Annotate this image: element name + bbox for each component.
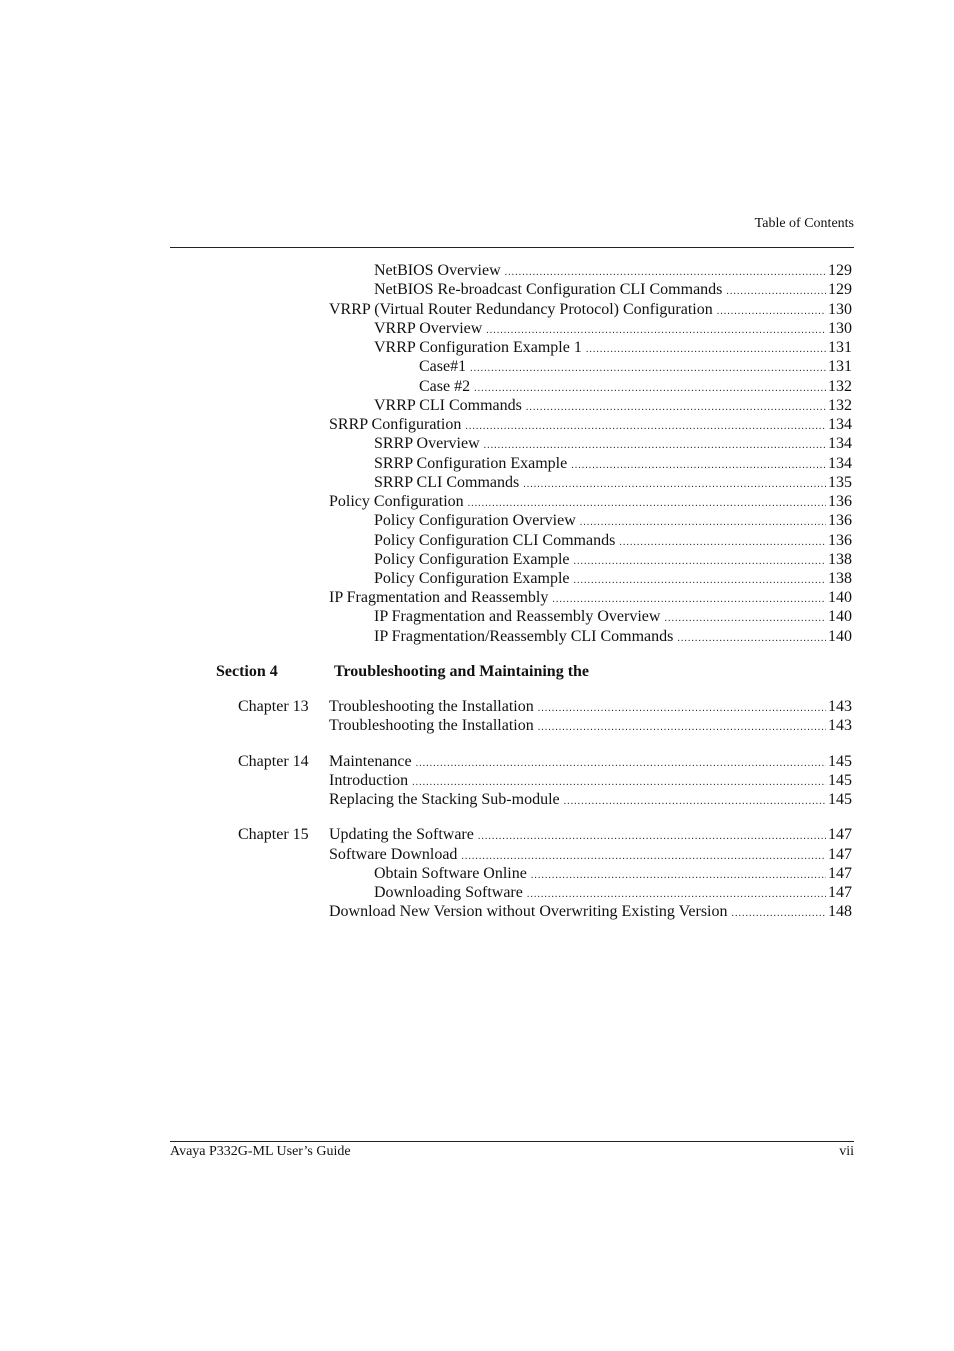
toc-entry[interactable]: VRRP Configuration Example 1 ..... 131	[374, 338, 852, 357]
toc-entry[interactable]: Downloading Software ..... 147	[374, 883, 852, 902]
toc-entry[interactable]: VRRP CLI Commands ..... 132	[374, 396, 852, 415]
chapter-label: Chapter 15	[238, 826, 309, 843]
toc-entry[interactable]: IP Fragmentation and Reassembly Overview ..... 140	[374, 607, 852, 626]
toc-entry[interactable]: NetBIOS Re-broadcast Configuration CLI Commands ..... 129	[374, 280, 852, 299]
toc-entry[interactable]: VRRP (Virtual Router Redundancy Protocol) Configuration ..... 130	[329, 300, 852, 319]
toc-entry[interactable]: Policy Configuration ..... 136	[329, 492, 852, 511]
toc-entry[interactable]: IP Fragmentation and Reassembly ..... 140	[329, 588, 852, 607]
toc-entry[interactable]: Obtain Software Online ..... 147	[374, 864, 852, 883]
toc-entry[interactable]: IP Fragmentation/Reassembly CLI Commands ..... 140	[374, 627, 852, 646]
toc-entry[interactable]: Policy Configuration Overview ..... 136	[374, 511, 852, 530]
toc-entry[interactable]: Policy Configuration Example ..... 138	[374, 550, 852, 569]
page-number: vii	[839, 1144, 854, 1159]
toc-entry[interactable]: Replacing the Stacking Sub-module ..... 145	[329, 790, 852, 809]
footer-rule	[170, 1141, 854, 1142]
section-title[interactable]: Troubleshooting and Maintaining the	[334, 663, 590, 680]
toc-entry[interactable]: Download New Version without Overwriting Existing Version ..... 148	[329, 902, 852, 921]
toc-entry[interactable]: Updating the Software ..... 147	[329, 825, 852, 844]
toc-entry[interactable]: SRRP Overview ..... 134	[374, 434, 852, 453]
footer-title: Avaya P332G-ML User’s Guide	[170, 1144, 351, 1159]
toc-entry[interactable]: Case #2 ..... 132	[419, 377, 852, 396]
toc-entry[interactable]: Software Download ..... 147	[329, 845, 852, 864]
toc-entry[interactable]: SRRP CLI Commands ..... 135	[374, 473, 852, 492]
header-title: Table of Contents	[754, 216, 854, 231]
chapter-label: Chapter 14	[238, 753, 309, 770]
toc-entry[interactable]: Troubleshooting the Installation ..... 143	[329, 716, 852, 735]
toc-entry[interactable]: Policy Configuration Example ..... 138	[374, 569, 852, 588]
toc-entry[interactable]: VRRP Overview ..... 130	[374, 319, 852, 338]
chapter-label: Chapter 13	[238, 698, 309, 715]
toc-entry[interactable]: Maintenance ..... 145	[329, 752, 852, 771]
toc-entry[interactable]: NetBIOS Overview ..... 129	[374, 261, 852, 280]
toc-entry[interactable]: Policy Configuration CLI Commands ..... 136	[374, 531, 852, 550]
toc-entry[interactable]: Introduction ..... 145	[329, 771, 852, 790]
section-label: Section 4	[216, 663, 278, 680]
toc-entry[interactable]: SRRP Configuration ..... 134	[329, 415, 852, 434]
toc-entry[interactable]: SRRP Configuration Example ..... 134	[374, 454, 852, 473]
toc-entry[interactable]: Troubleshooting the Installation ..... 143	[329, 697, 852, 716]
toc-entry[interactable]: Case#1 ..... 131	[419, 357, 852, 376]
